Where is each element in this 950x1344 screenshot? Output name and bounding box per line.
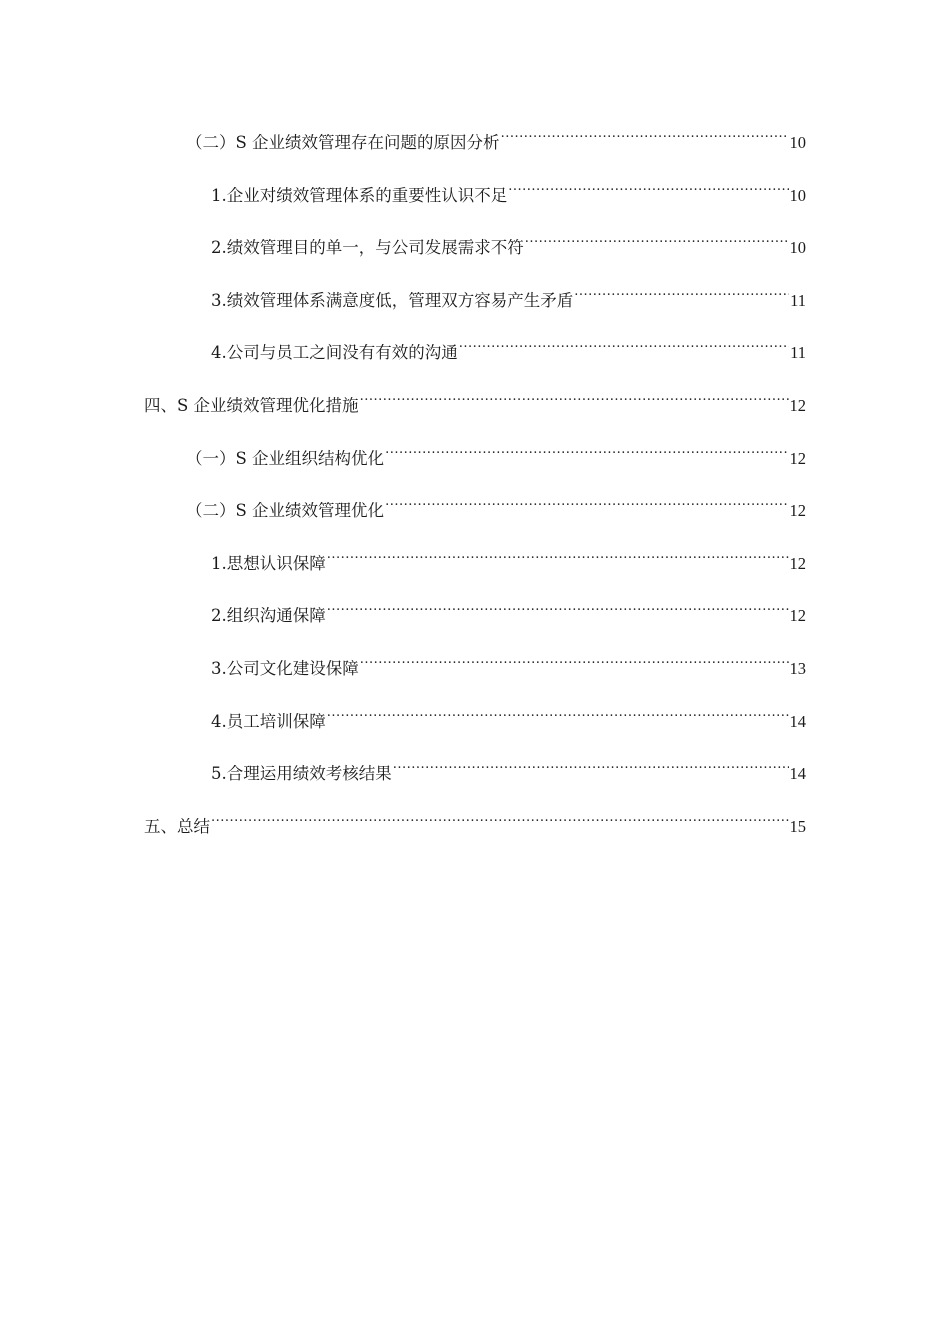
toc-page-number: 12	[789, 553, 806, 573]
toc-entry-title: 1.企业对绩效管理体系的重要性认识不足	[211, 185, 508, 205]
toc-entry-title: 3.公司文化建设保障	[211, 658, 359, 678]
table-of-contents	[0, 116, 950, 852]
toc-entry[interactable]	[0, 379, 950, 432]
toc-entry-title: 1.思想认识保障	[211, 553, 326, 573]
toc-entry[interactable]	[0, 695, 950, 748]
toc-entry[interactable]	[0, 800, 950, 853]
toc-entry[interactable]	[0, 221, 950, 274]
toc-leader-dots	[508, 179, 788, 201]
toc-leader-dots	[459, 336, 789, 358]
toc-entry-title: 5.合理运用绩效考核结果	[211, 764, 392, 784]
toc-page-number: 10	[789, 133, 806, 152]
toc-page-number: 10	[789, 238, 806, 258]
toc-page-number: 13	[789, 658, 806, 678]
toc-entry[interactable]	[0, 274, 950, 327]
toc-entry-title: 4.员工培训保障	[211, 711, 326, 731]
toc-leader-dots	[327, 599, 789, 621]
toc-entry[interactable]	[0, 169, 950, 222]
toc-page-number: 15	[789, 816, 806, 836]
toc-entry[interactable]	[0, 537, 950, 590]
toc-entry[interactable]	[0, 484, 950, 537]
toc-leader-dots	[385, 494, 788, 516]
toc-page-number: 12	[789, 501, 806, 521]
toc-entry-title: （一）S 企业组织结构优化	[186, 448, 385, 468]
toc-entry[interactable]	[0, 642, 950, 695]
toc-leader-dots	[211, 810, 789, 832]
toc-entry[interactable]	[0, 116, 950, 169]
toc-entry-title: 2.绩效管理目的单一，与公司发展需求不符	[211, 238, 524, 258]
toc-entry[interactable]	[0, 589, 950, 642]
toc-page-number: 12	[789, 395, 806, 415]
toc-leader-dots	[327, 705, 789, 727]
toc-leader-dots	[360, 389, 789, 411]
toc-page-number: 14	[789, 711, 806, 731]
toc-leader-dots	[574, 284, 789, 306]
toc-entry-title: （二）S 企业绩效管理存在问题的原因分析	[186, 133, 500, 152]
toc-leader-dots	[385, 442, 788, 464]
toc-entry-title: 四、S 企业绩效管理优化措施	[144, 395, 359, 415]
toc-entry-title: 五、总结	[144, 816, 210, 836]
toc-page-number: 12	[789, 606, 806, 626]
toc-entry-title: 3.绩效管理体系满意度低，管理双方容易产生矛盾	[211, 290, 574, 310]
toc-page-number: 12	[789, 448, 806, 468]
toc-leader-dots	[360, 652, 789, 674]
toc-page-number: 11	[790, 343, 806, 363]
toc-leader-dots	[501, 126, 789, 148]
toc-entry-title: 4.公司与员工之间没有有效的沟通	[211, 343, 458, 363]
toc-entry-title: 2.组织沟通保障	[211, 606, 326, 626]
toc-leader-dots	[327, 547, 789, 569]
toc-leader-dots	[393, 757, 789, 779]
toc-page-number: 14	[789, 764, 806, 784]
toc-page-number: 10	[789, 185, 806, 205]
toc-entry[interactable]	[0, 747, 950, 800]
toc-page-number: 11	[790, 290, 806, 310]
toc-leader-dots	[525, 231, 789, 253]
toc-entry-title: （二）S 企业绩效管理优化	[186, 501, 385, 521]
toc-entry[interactable]	[0, 432, 950, 485]
toc-entry[interactable]	[0, 326, 950, 379]
